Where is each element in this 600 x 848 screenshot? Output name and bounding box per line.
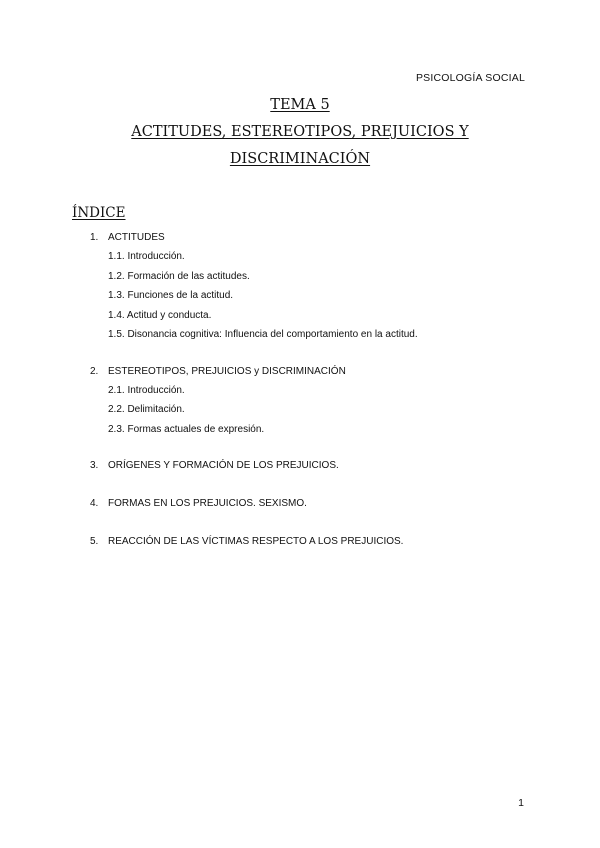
toc-subsection-item: 1.4. Actitud y conducta.: [108, 309, 212, 321]
toc-subsection-list: [0, 381, 600, 440]
toc-spacer: [0, 345, 600, 362]
toc-subsection-item: 1.3. Funciones de la actitud.: [108, 290, 234, 301]
toc-section-number: 3.: [90, 460, 99, 471]
toc-section-1: [0, 228, 600, 345]
table-of-contents: [0, 228, 600, 551]
page-number: 1: [518, 797, 524, 809]
toc-section-5: [0, 532, 600, 551]
toc-subsection-item: 1.5. Disonancia cognitiva: Influencia del comportamiento en la actitud.: [108, 329, 418, 340]
toc-subsection-item: 2.3. Formas actuales de expresión.: [108, 423, 265, 435]
toc-section-2: [0, 362, 600, 440]
toc-section-label: ESTEREOTIPOS, PREJUICIOS y DISCRIMINACIÓN: [108, 365, 346, 377]
toc-subsection-list: [0, 247, 600, 345]
toc-section-number: 4.: [90, 498, 99, 509]
toc-subsection-item: 1.2. Formación de las actitudes.: [108, 270, 250, 282]
index-heading: ÍNDICE: [72, 205, 126, 221]
toc-spacer: [0, 475, 600, 494]
title-line-topic: TEMA 5: [270, 97, 330, 113]
toc-section-title: [0, 362, 600, 381]
toc-subsection-item: 2.1. Introducción.: [108, 384, 185, 396]
title-line-main: ACTITUDES, ESTEREOTIPOS, PREJUICIOS Y: [131, 124, 469, 140]
document-title: [0, 92, 600, 173]
toc-section-label: REACCIÓN DE LAS VÍCTIMAS RESPECTO A LOS PREJUICIOS.: [108, 536, 404, 547]
toc-section-number: 1.: [90, 232, 99, 243]
title-line-continuation: DISCRIMINACIÓN: [229, 151, 371, 167]
toc-section-title: [0, 456, 600, 475]
toc-section-label: FORMAS EN LOS PREJUICIOS. SEXISMO.: [108, 498, 307, 509]
toc-section-label: ACTITUDES: [108, 232, 165, 243]
toc-spacer: [0, 513, 600, 532]
toc-section-4: [0, 494, 600, 513]
toc-section-number: 2.: [90, 365, 99, 377]
toc-section-3: [0, 456, 600, 475]
toc-section-title: [0, 532, 600, 551]
toc-section-title: [0, 494, 600, 513]
toc-subsection-item: 1.1. Introducción.: [108, 251, 185, 262]
toc-subsection-item: 2.2. Delimitación.: [108, 404, 185, 415]
running-header: PSICOLOGÍA SOCIAL: [415, 72, 525, 84]
toc-section-label: ORÍGENES Y FORMACIÓN DE LOS PREJUICIOS.: [108, 460, 339, 471]
toc-section-title: [0, 228, 600, 247]
toc-section-number: 5.: [90, 536, 99, 547]
toc-spacer: [0, 439, 600, 456]
